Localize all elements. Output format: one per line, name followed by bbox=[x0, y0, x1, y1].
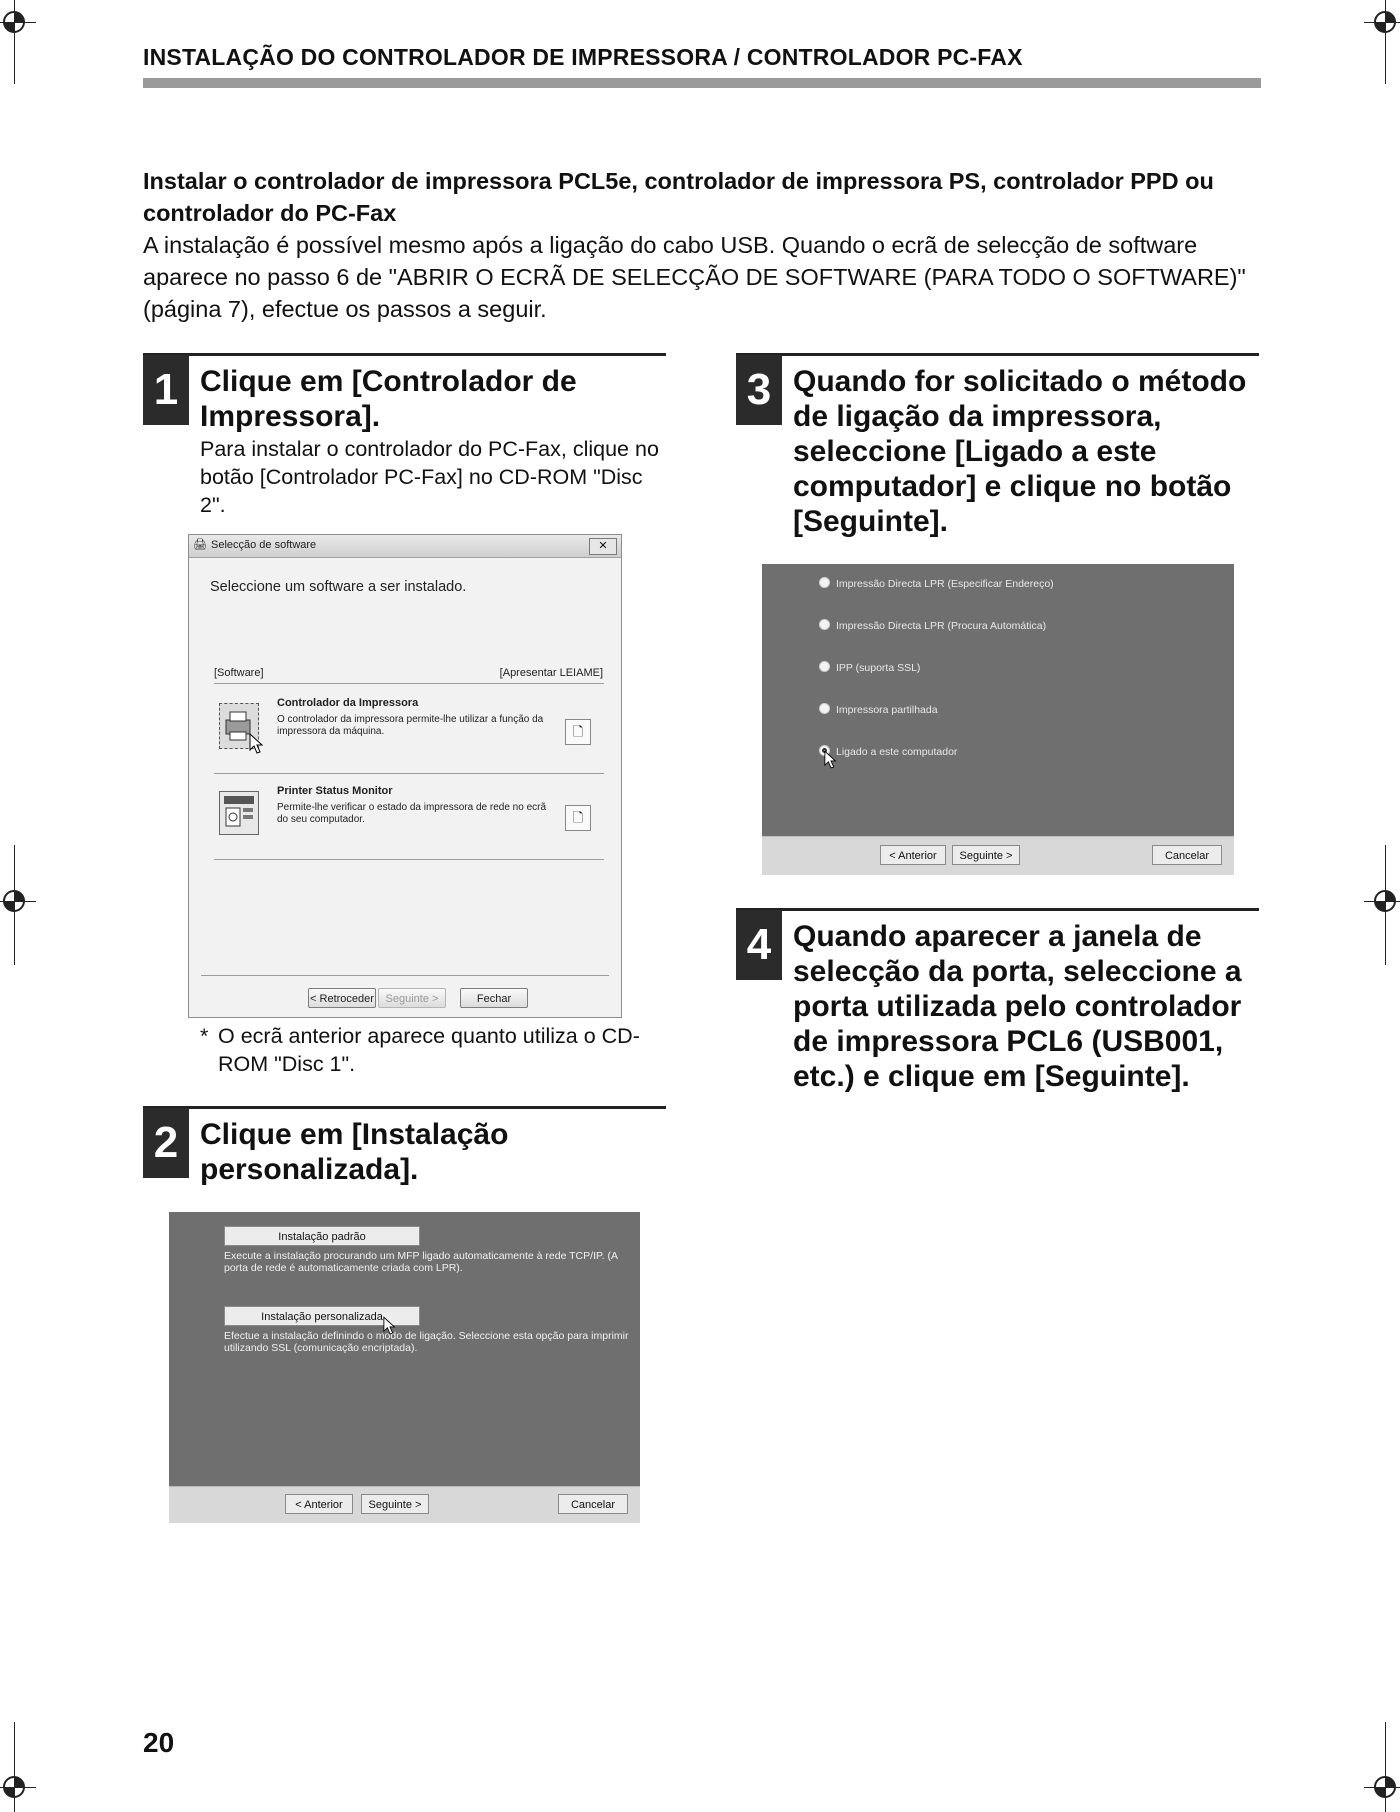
dialog-title: Selecção de software bbox=[211, 539, 317, 551]
header-rule bbox=[143, 78, 1261, 88]
divider bbox=[214, 859, 604, 860]
divider bbox=[214, 773, 604, 774]
radio-icon bbox=[819, 661, 830, 672]
printer-driver-name[interactable]: Controlador da Impressora bbox=[277, 697, 419, 709]
step-2-heading: Clique em [Instalação personalizada]. bbox=[200, 1118, 509, 1186]
dialog-button-bar bbox=[762, 836, 1234, 875]
software-selection-dialog bbox=[188, 534, 622, 1018]
radio-lpr-specify[interactable] bbox=[819, 577, 1054, 590]
radio-label: Impressão Directa LPR (Procura Automática) bbox=[836, 620, 1047, 632]
next-button[interactable]: Seguinte > bbox=[952, 845, 1020, 865]
readme-column-header: [Apresentar LEIAME] bbox=[499, 667, 603, 679]
step-4-heading: Quando aparecer a janela de selecção da porta, seleccione a porta utilizada pelo controlador de impressora PCL6 (USB001, etc.) e clique em [Seguinte]. bbox=[793, 920, 1242, 1093]
radio-icon bbox=[819, 619, 830, 630]
divider bbox=[214, 683, 604, 684]
printer-driver-desc: O controlador da impressora permite-lhe utilizar a função da impressora da máquina. bbox=[277, 714, 544, 737]
page-number: 20 bbox=[143, 1727, 175, 1758]
close-button[interactable]: Fechar bbox=[460, 988, 528, 1008]
step-2-number: 2 bbox=[143, 1108, 189, 1178]
step-1-number: 1 bbox=[143, 355, 189, 425]
back-button[interactable]: < Anterior bbox=[285, 1494, 353, 1514]
step-1-heading: Clique em [Controlador de Impressora]. bbox=[200, 365, 577, 433]
back-button[interactable]: < Anterior bbox=[880, 845, 946, 865]
back-button[interactable]: < Retroceder bbox=[308, 988, 376, 1008]
software-column-header: [Software] bbox=[214, 667, 264, 679]
next-button[interactable]: Seguinte > bbox=[378, 988, 446, 1008]
dialog-titlebar bbox=[189, 535, 621, 558]
dialog-button-bar bbox=[169, 1486, 640, 1523]
close-icon[interactable]: ✕ bbox=[589, 538, 617, 555]
status-monitor-icon[interactable] bbox=[219, 791, 259, 835]
radio-label: Impressora partilhada bbox=[836, 704, 938, 716]
custom-install-desc: Efectue a instalação definindo o modo de ligação. Seleccione esta opção para imprimir utilizando SSL (comunicação encriptada). bbox=[224, 1330, 629, 1354]
radio-icon bbox=[819, 703, 830, 714]
radio-icon bbox=[819, 577, 830, 588]
radio-label: Impressão Directa LPR (Especificar Endereço) bbox=[836, 578, 1054, 590]
custom-install-button[interactable]: Instalação personalizada bbox=[224, 1306, 420, 1326]
readme-document-icon[interactable]: 🗋 bbox=[565, 805, 591, 831]
radio-lpr-auto[interactable] bbox=[819, 619, 1046, 632]
step-3-heading: Quando for solicitado o método de ligação da impressora, seleccione [Ligado a este computador] e clique no botão [Seguinte]. bbox=[793, 365, 1247, 538]
dialog-instruction: Seleccione um software a ser instalado. bbox=[210, 579, 467, 595]
step-4-rule bbox=[736, 908, 1259, 911]
radio-shared-printer[interactable] bbox=[819, 703, 938, 716]
radio-label: Ligado a este computador bbox=[836, 746, 958, 758]
radio-ipp[interactable] bbox=[819, 661, 920, 674]
note-marker: * bbox=[200, 1024, 209, 1048]
standard-install-desc: Execute a instalação procurando um MFP ligado automaticamente à rede TCP/IP. (A porta de rede é automaticamente criada com LPR). bbox=[224, 1250, 618, 1274]
installation-type-dialog bbox=[169, 1212, 640, 1486]
section-title: Instalar o controlador de impressora PCL5e, controlador de impressora PS, controlador PPD ou controlador do PC-Fax bbox=[143, 168, 1214, 226]
status-monitor-desc: Permite-lhe verificar o estado da impressora de rede no ecrã do seu computador. bbox=[277, 802, 547, 825]
step-3-rule bbox=[736, 353, 1259, 356]
cancel-button[interactable]: Cancelar bbox=[558, 1494, 628, 1514]
step-4-number: 4 bbox=[736, 910, 782, 980]
app-icon: 🖨 bbox=[193, 539, 207, 551]
step-1-text: Para instalar o controlador do PC-Fax, clique no botão [Controlador PC-Fax] no CD-ROM "Disc 2". bbox=[200, 437, 659, 517]
page-header-title: INSTALAÇÃO DO CONTROLADOR DE IMPRESSORA / CONTROLADOR PC-FAX bbox=[143, 44, 1023, 70]
step-1-note: O ecrã anterior aparece quanto utiliza o CD-ROM "Disc 1". bbox=[218, 1024, 640, 1076]
status-monitor-name[interactable]: Printer Status Monitor bbox=[277, 785, 393, 797]
cancel-button[interactable]: Cancelar bbox=[1152, 845, 1222, 865]
radio-local-computer[interactable] bbox=[819, 745, 957, 758]
mouse-cursor-icon bbox=[824, 750, 838, 770]
readme-document-icon[interactable]: 🗋 bbox=[565, 719, 591, 745]
radio-label: IPP (suporta SSL) bbox=[836, 662, 921, 674]
mouse-cursor-icon bbox=[249, 733, 265, 755]
step-1-rule bbox=[143, 353, 666, 356]
step-2-rule bbox=[143, 1106, 666, 1109]
connection-method-dialog bbox=[762, 564, 1234, 836]
step-3-number: 3 bbox=[736, 355, 782, 425]
divider bbox=[201, 975, 609, 976]
standard-install-button[interactable]: Instalação padrão bbox=[224, 1226, 420, 1246]
next-button[interactable]: Seguinte > bbox=[361, 1494, 429, 1514]
section-intro-text: A instalação é possível mesmo após a ligação do cabo USB. Quando o ecrã de selecção de software aparece no passo 6 de "ABRIR O ECRÃ DE SELECÇÃO DE SOFTWARE (PARA TODO O SOFTWARE)" (página 7), efectue os passos a seguir. bbox=[143, 232, 1246, 322]
